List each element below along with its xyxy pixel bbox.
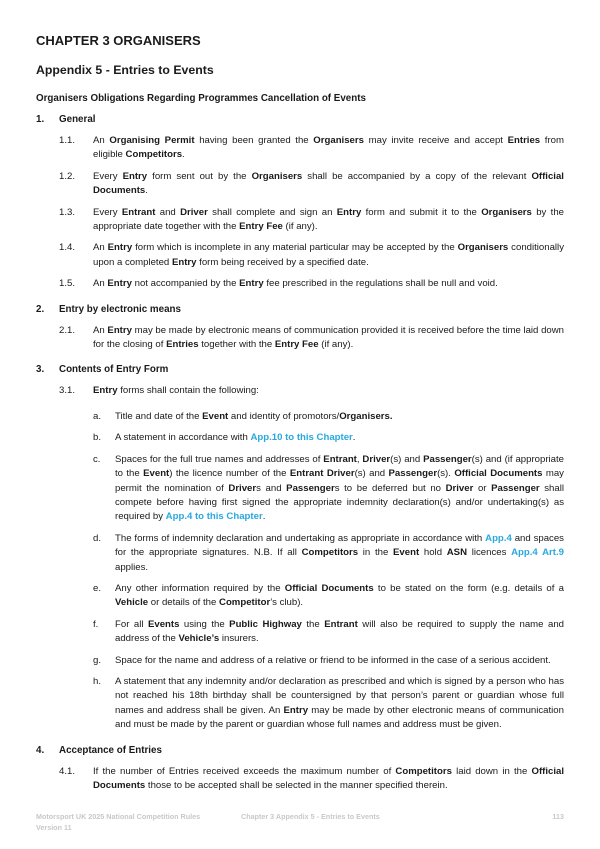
section-heading bbox=[36, 744, 564, 758]
defined-term: Entry bbox=[107, 242, 133, 254]
list-item-text bbox=[115, 410, 564, 424]
clause-text bbox=[93, 765, 564, 794]
clause-number: 1.1. bbox=[59, 135, 76, 146]
text-run: A statement in accordance with bbox=[115, 432, 251, 444]
text-run: An bbox=[93, 135, 110, 146]
defined-term: Entries bbox=[507, 135, 541, 146]
defined-term: Entries bbox=[166, 339, 199, 351]
clause-text bbox=[93, 206, 564, 235]
text-run: (s) and bbox=[390, 453, 424, 465]
text-run: or bbox=[473, 482, 492, 494]
footer-version: Version 11 bbox=[36, 823, 72, 832]
text-run: , bbox=[356, 453, 363, 465]
text-run: using the bbox=[179, 618, 230, 630]
list-item-letter: d. bbox=[93, 532, 102, 544]
chapter-title: CHAPTER 3 ORGANISERS bbox=[36, 33, 201, 48]
list-item-letter: h. bbox=[93, 675, 102, 687]
defined-term: Competitors bbox=[301, 547, 359, 559]
list-item-text bbox=[115, 654, 564, 668]
text-run: may be made by electronic means of communication provided it is received before the time laid down for the closing of bbox=[93, 324, 565, 351]
clause-number: 2.1. bbox=[59, 324, 76, 336]
text-run: shall compete before having first signed the appropriate indemnity declaration(s) and/or undertaking(s) as required by bbox=[115, 482, 564, 523]
text-run: . bbox=[145, 185, 148, 197]
section-heading bbox=[36, 113, 564, 127]
clause-number: 4.1. bbox=[59, 765, 76, 777]
clause-text bbox=[93, 170, 564, 199]
text-run: laid down in the bbox=[451, 765, 532, 777]
defined-term: Entry bbox=[336, 206, 362, 218]
defined-term: Official Documents bbox=[284, 582, 374, 594]
defined-term: Event bbox=[393, 547, 420, 559]
text-run: Any other information required by the bbox=[115, 582, 285, 594]
section-number: 2. bbox=[36, 303, 45, 315]
clause bbox=[59, 241, 564, 270]
clause-number: 3.1. bbox=[59, 385, 76, 397]
section-number: 4. bbox=[36, 744, 45, 756]
defined-term: ASN bbox=[446, 547, 468, 559]
defined-term: Competitors bbox=[395, 765, 452, 777]
text-run: having been granted the bbox=[194, 135, 314, 146]
list-item-text bbox=[115, 618, 564, 647]
text-run: conditionally upon a completed bbox=[93, 242, 564, 268]
text-run: to be stated on the form (e.g. details of a bbox=[373, 582, 564, 594]
text-run: (s) and (if appropriate to the bbox=[115, 453, 564, 480]
defined-term: Driver bbox=[362, 453, 391, 465]
clause-text bbox=[93, 241, 564, 270]
text-run: and spaces for the appropriate signatures. N.B. If all bbox=[115, 532, 564, 559]
footer-section: Chapter 3 Appendix 5 - Entries to Events bbox=[241, 812, 380, 821]
defined-term: Passenger bbox=[423, 453, 472, 465]
text-run: and identity of promotors/ bbox=[228, 410, 340, 422]
cross-reference-link[interactable]: App.4 to this Chapter bbox=[165, 511, 263, 523]
text-run: insurers. bbox=[219, 633, 259, 645]
list-item-text bbox=[115, 582, 564, 611]
defined-term: Entrant bbox=[121, 206, 156, 218]
text-run: together with the bbox=[198, 339, 275, 351]
text-run: shall be accompanied by a copy of the relevant bbox=[302, 170, 532, 182]
defined-term: Entry bbox=[93, 385, 118, 397]
clause-text bbox=[93, 134, 564, 163]
text-run: . bbox=[262, 511, 266, 523]
defined-term: Entry bbox=[283, 704, 309, 716]
text-run: An bbox=[93, 242, 108, 254]
list-item-letter: b. bbox=[93, 432, 102, 444]
text-run: may be made by other electronic means of communication and must be made by the parent or guardian whose full names and address must be given. bbox=[115, 704, 564, 731]
defined-term: Entry bbox=[122, 170, 148, 182]
defined-term: Official Documents bbox=[93, 170, 564, 197]
section-subtitle: Organisers Obligations Regarding Programmes Cancellation of Events bbox=[36, 93, 366, 104]
defined-term: Passenger bbox=[491, 482, 540, 494]
defined-term: Entry bbox=[171, 256, 197, 268]
section-title: Contents of Entry Form bbox=[59, 364, 169, 376]
section-heading bbox=[36, 303, 564, 317]
appendix-title: Appendix 5 - Entries to Events bbox=[36, 63, 214, 77]
defined-term: Competitor bbox=[219, 597, 271, 609]
defined-term: Passenger bbox=[286, 482, 335, 494]
defined-term: Vehicle’s bbox=[178, 633, 220, 645]
section-title: Entry by electronic means bbox=[59, 303, 181, 315]
list-item bbox=[93, 654, 564, 668]
list-item-text bbox=[115, 532, 564, 575]
text-run: Space for the name and address of a relative or friend to be informed in the case of a serious accident. bbox=[115, 654, 551, 666]
text-run: If the number of Entries received exceeds the maximum number of bbox=[93, 765, 396, 777]
text-run: may invite receive and accept bbox=[363, 135, 508, 146]
defined-term: Entrant bbox=[323, 453, 357, 465]
text-run: The forms of indemnity declaration and undertaking as appropriate in accordance with bbox=[115, 532, 486, 544]
text-run: form being received by a specified date. bbox=[196, 256, 369, 268]
list-item bbox=[93, 675, 564, 733]
text-run: ’s club). bbox=[270, 597, 304, 609]
list-item-letter: c. bbox=[93, 453, 101, 465]
document-page bbox=[36, 33, 564, 804]
clause-text bbox=[93, 384, 564, 398]
clause-number: 1.2. bbox=[59, 170, 76, 182]
defined-term: Events bbox=[147, 618, 180, 630]
list-item-letter: a. bbox=[93, 410, 102, 422]
cross-reference-link[interactable]: App.10 to this Chapter bbox=[250, 432, 353, 444]
text-run: by the appropriate date together with the bbox=[93, 206, 564, 233]
defined-term: Competitors bbox=[125, 149, 183, 161]
defined-term: Official Documents bbox=[454, 468, 543, 480]
text-run: form sent out by the bbox=[147, 170, 252, 182]
text-run: from eligible bbox=[93, 135, 564, 161]
spacer bbox=[36, 800, 564, 804]
list-item-text bbox=[115, 431, 564, 445]
defined-term: Vehicle bbox=[115, 597, 149, 609]
list-item bbox=[93, 410, 564, 424]
text-run: An bbox=[93, 278, 108, 290]
defined-term: Public Highway bbox=[229, 618, 302, 630]
text-run: s to be deferred but no bbox=[334, 482, 446, 494]
defined-term: Driver bbox=[228, 482, 257, 494]
clause-number: 1.5. bbox=[59, 278, 76, 290]
defined-term: Organisers bbox=[457, 242, 509, 254]
defined-term: Organisers. bbox=[339, 410, 393, 422]
text-run: Every bbox=[93, 206, 122, 218]
section-title: General bbox=[59, 114, 96, 125]
list-item-text bbox=[115, 453, 564, 525]
text-run: Title and date of the bbox=[115, 410, 203, 422]
text-run: fee prescribed in the regulations shall be null and void. bbox=[263, 278, 498, 290]
list-item bbox=[93, 582, 564, 611]
footer-page-number: 113 bbox=[552, 812, 564, 821]
clause bbox=[59, 765, 564, 794]
list-item bbox=[93, 618, 564, 647]
text-run: . bbox=[352, 432, 356, 444]
text-run: form and submit it to the bbox=[361, 206, 482, 218]
defined-term: Official Documents bbox=[93, 765, 565, 791]
text-run: Every bbox=[93, 170, 123, 182]
defined-term: Entrant bbox=[324, 618, 358, 630]
clause bbox=[59, 384, 564, 398]
defined-term: Passenger bbox=[388, 468, 438, 480]
defined-term: Entry Fee bbox=[239, 221, 283, 233]
text-run: hold bbox=[419, 547, 447, 559]
text-run: (if any). bbox=[318, 339, 354, 351]
list-item bbox=[93, 453, 564, 525]
defined-term: Event bbox=[143, 468, 170, 480]
list-item bbox=[93, 431, 564, 445]
clause bbox=[59, 277, 564, 291]
text-run: A statement that any indemnity and/or declaration as prescribed and which is signed by a person who has not reached his 18th birthday shall be countersigned by that person’s parent or guardian whose full names and address shall be given. An bbox=[115, 675, 564, 716]
clause-text bbox=[93, 324, 564, 353]
text-run: form which is incomplete in any material particular may be accepted by the bbox=[132, 242, 458, 254]
defined-term: Entrant Driver bbox=[289, 468, 355, 480]
defined-term: Entry bbox=[107, 324, 132, 336]
defined-term: Entry bbox=[239, 278, 264, 290]
text-run: may permit the nomination of bbox=[115, 468, 564, 494]
text-run: (s) and bbox=[354, 468, 389, 480]
cross-reference-link[interactable]: App.4 bbox=[485, 532, 512, 544]
text-run: An bbox=[93, 324, 108, 336]
clause bbox=[59, 134, 564, 163]
text-run: forms shall contain the following: bbox=[117, 385, 259, 397]
list-item-letter: e. bbox=[93, 582, 102, 594]
footer-publication: Motorsport UK 2025 National Competition Rules bbox=[36, 812, 201, 821]
list-item-letter: g. bbox=[93, 654, 102, 666]
text-run: For all bbox=[115, 618, 148, 630]
list-item-letter: f. bbox=[93, 618, 99, 630]
clause-text bbox=[93, 277, 564, 291]
list-item bbox=[93, 532, 564, 575]
clause-number: 1.4. bbox=[59, 242, 76, 254]
text-run: not accompanied by the bbox=[131, 278, 240, 290]
text-run: or details of the bbox=[148, 597, 220, 609]
text-run: and bbox=[155, 206, 181, 218]
clause-number: 1.3. bbox=[59, 206, 76, 218]
defined-term: Organisers bbox=[313, 135, 364, 146]
text-run: the bbox=[301, 618, 325, 630]
text-run: shall complete and sign an bbox=[207, 206, 337, 218]
text-run: (if any). bbox=[282, 221, 318, 233]
clause bbox=[59, 170, 564, 199]
text-run: those to be accepted shall be selected in the manner specified therein. bbox=[145, 780, 448, 791]
text-run: s and bbox=[256, 482, 287, 494]
text-run: applies. bbox=[115, 561, 149, 573]
defined-term: Entry bbox=[107, 278, 132, 290]
rules-body bbox=[36, 113, 564, 804]
defined-term: Organisers bbox=[251, 170, 303, 182]
defined-term: Driver bbox=[445, 482, 474, 494]
defined-term: Organising Permit bbox=[109, 135, 195, 146]
clause bbox=[59, 206, 564, 235]
text-run: Spaces for the full true names and addresses of bbox=[115, 453, 324, 465]
list-item-text bbox=[115, 675, 564, 733]
section-heading bbox=[36, 363, 564, 377]
clause bbox=[59, 324, 564, 353]
text-run: . bbox=[182, 149, 185, 161]
text-run: ) the licence number of the bbox=[169, 468, 290, 480]
defined-term: Driver bbox=[180, 206, 208, 218]
text-run: will also be required to supply the name and address of the bbox=[115, 618, 564, 645]
text-run: in the bbox=[358, 547, 394, 559]
cross-reference-link[interactable]: App.4 Art.9 bbox=[511, 547, 564, 559]
section-title: Acceptance of Entries bbox=[59, 744, 162, 756]
text-run: licences bbox=[467, 547, 512, 559]
defined-term: Event bbox=[202, 410, 229, 422]
defined-term: Entry Fee bbox=[274, 339, 319, 351]
section-number: 3. bbox=[36, 364, 45, 376]
defined-term: Organisers bbox=[481, 206, 532, 218]
text-run: (s). bbox=[437, 468, 455, 480]
section-number: 1. bbox=[36, 114, 45, 125]
